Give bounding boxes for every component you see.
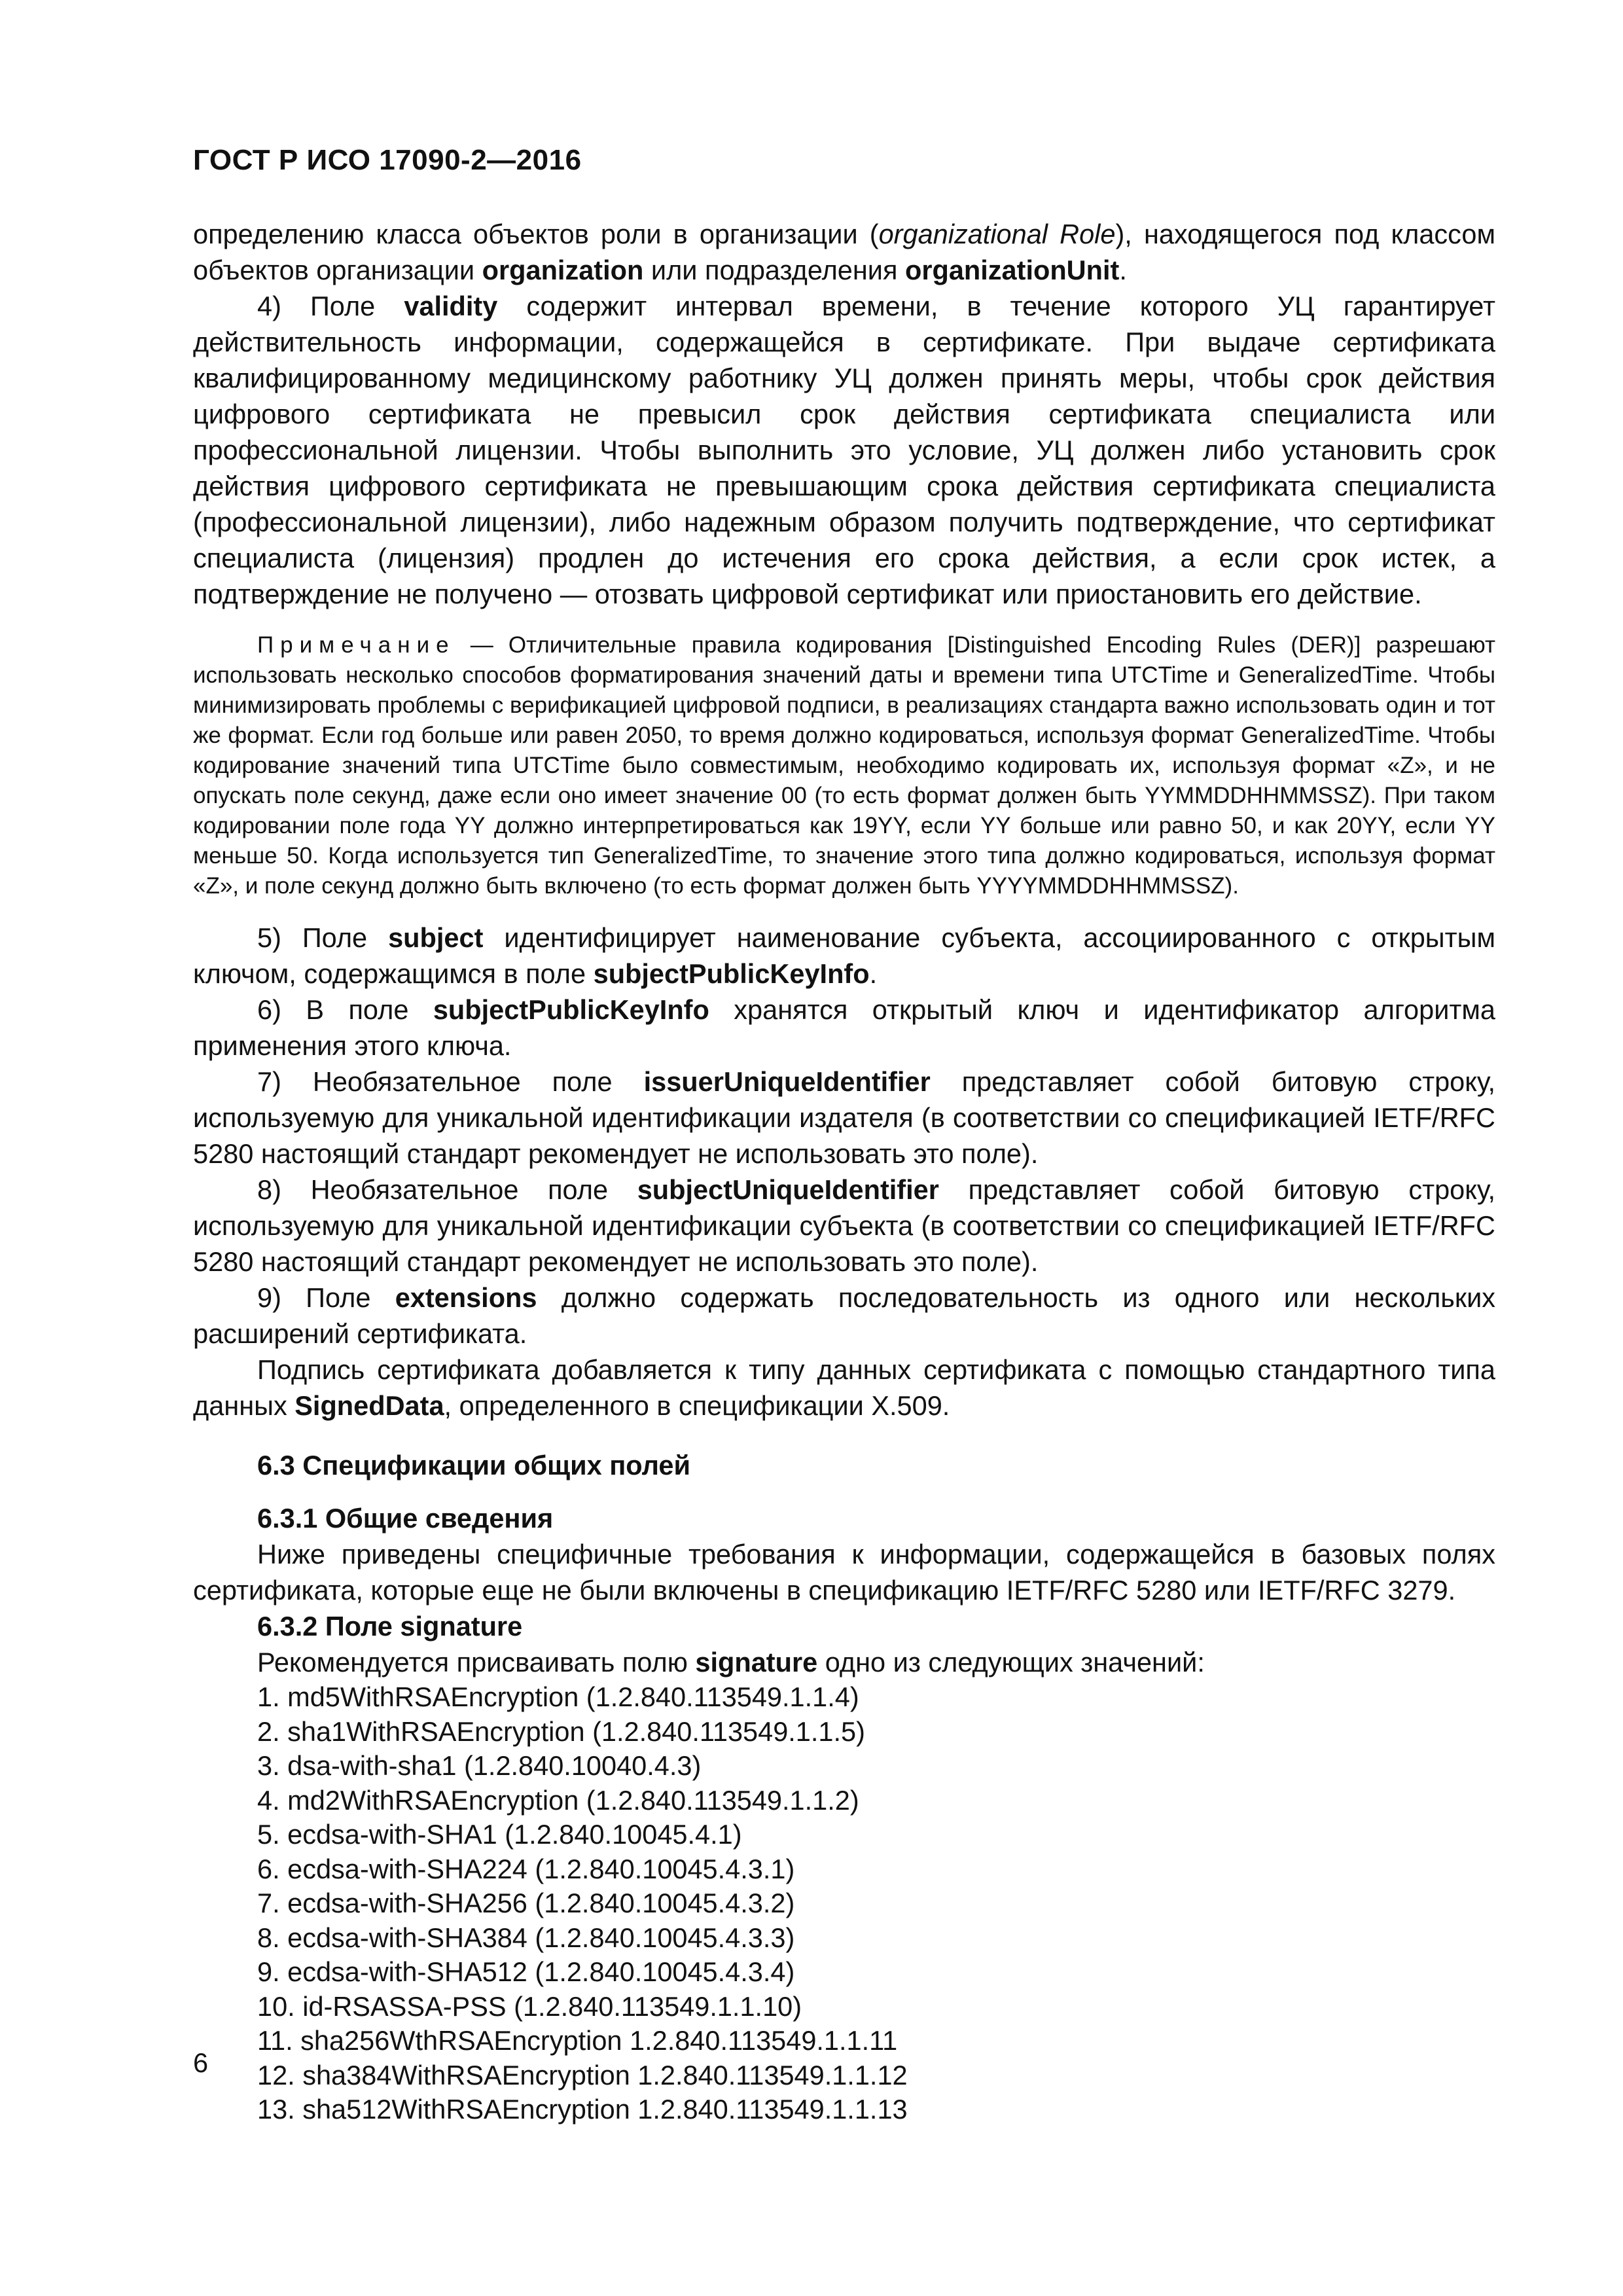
paragraph	[193, 288, 1495, 612]
text-run: 8) Необязательное поле	[257, 1174, 637, 1205]
algorithm-item: 10. id-RSASSA-PSS (1.2.840.113549.1.1.10)	[257, 1990, 802, 2022]
paragraphs-bottom	[193, 920, 1495, 1424]
algorithm-item: 7. ecdsa-with-SHA256 (1.2.840.10045.4.3.2)	[257, 1888, 795, 1918]
text-run: должно содержать последовательность из одного или нескольких расширений сертификата.	[193, 1282, 1495, 1349]
bold-term: issuerUniqueIdentifier	[643, 1066, 931, 1097]
paragraph	[193, 1172, 1495, 1280]
paragraph	[193, 216, 1495, 288]
text-run: Рекомендуется присваивать полю	[257, 1647, 696, 1677]
text-run: идентифицирует наименование субъекта, ассоциированного с открытым ключом, содержащимся в поле	[193, 922, 1495, 989]
text-run: одно из следующих значений:	[817, 1647, 1205, 1677]
document-body	[193, 216, 1495, 2127]
text-run: хранятся открытый ключ и идентификатор алгоритма применения этого ключа.	[193, 994, 1495, 1061]
bold-term: subjectUniqueIdentifier	[637, 1174, 939, 1205]
algorithm-item: 5. ecdsa-with-SHA1 (1.2.840.10045.4.1)	[257, 1819, 742, 1850]
text-run: 4) Поле	[257, 291, 404, 321]
algorithm-list	[193, 1680, 1495, 2127]
paragraph	[193, 920, 1495, 992]
algorithm-item: 2. sha1WithRSAEncryption (1.2.840.113549.1.1.5)	[257, 1715, 865, 1747]
paragraphs-top	[193, 216, 1495, 612]
page-number: 6	[193, 2047, 209, 2078]
text-run: 7) Необязательное поле	[257, 1066, 644, 1097]
section-6-3-1-heading: 6.3.1 Общие сведения	[257, 1503, 554, 1534]
bold-term: validity	[404, 291, 498, 321]
algorithm-item: 11. sha256WthRSAEncryption 1.2.840.113549.1.1.11	[257, 2025, 898, 2056]
note-text: Отличительные правила кодирования [Distinguished Encoding Rules (DER)] разрешают использовать несколько способов форматирования значений даты и времени типа UTCTime и GeneralizedTime. Чтобы минимизировать проблемы с верификацией цифровой подписи, в реализациях стандарта важно использовать один и тот же формат. Если год больше или равен 2050, то время должно кодироваться, используя формат GeneralizedTime. Чтобы кодирование значений типа UTCTime было совместимым, необходимо кодировать их, используя формат «Z», и не опускать поле секунд, даже если оно имеет значение 00 (то есть формат должен быть YYMMDDHHMMSSZ). При таком кодировании поле года YY должно интерпретироваться как 19YY, если YY больше или равно 50, и как 20YY, если YY меньше 50. Когда используется тип GeneralizedTime, то значение этого типа должно кодироваться, используя формат «Z», и поле секунд должно быть включено (то есть формат должен быть YYYYMMDDHHMMSSZ).	[193, 632, 1495, 899]
text-run: 9) Поле	[257, 1282, 395, 1313]
algorithm-item: 8. ecdsa-with-SHA384 (1.2.840.10045.4.3.3)	[257, 1922, 795, 1953]
note	[193, 630, 1495, 901]
text-run: представляет собой битовую строку, используемую для уникальной идентификации субъекта (в соответствии со спецификацией IETF/RFC 5280 настоящий стандарт рекомендует не использовать это поле).	[193, 1174, 1496, 1277]
section-6-3-1-text: Ниже приведены специфичные требования к информации, содержащейся в базовых полях сертификата, которые еще не были включены в спецификацию IETF/RFC 5280 или IETF/RFC 3279.	[193, 1539, 1495, 1605]
algorithm-item: 1. md5WithRSAEncryption (1.2.840.113549.1.1.4)	[257, 1681, 859, 1712]
note-dash: —	[455, 632, 508, 658]
section-6-3-2-text	[193, 1644, 1495, 1680]
algorithm-item: 9. ecdsa-with-SHA512 (1.2.840.10045.4.3.4)	[257, 1956, 795, 1987]
algorithm-item: 3. dsa-with-sha1 (1.2.840.10040.4.3)	[257, 1750, 702, 1781]
paragraph	[193, 1064, 1495, 1172]
text-run: представляет собой битовую строку, используемую для уникальной идентификации издателя (в соответствии со спецификацией IETF/RFC 5280 настоящий стандарт рекомендует не использовать это поле).	[193, 1066, 1495, 1169]
bold-term: organization	[482, 255, 644, 285]
text-run: 5) Поле	[257, 922, 389, 953]
paragraph	[193, 992, 1495, 1064]
algorithm-item: 6. ecdsa-with-SHA224 (1.2.840.10045.4.3.1)	[257, 1853, 795, 1884]
text-run: содержит интервал времени, в течение которого УЦ гарантирует действительность информации, содержащейся в сертификате. При выдаче сертификата квалифицированному медицинскому работнику УЦ должен принять меры, чтобы срок действия цифрового сертификата не превысил срок действия сертификата специалиста или профессиональной лицензии. Чтобы выполнить это условие, УЦ должен либо установить срок действия цифрового сертификата не превышающим срока действия сертификата специалиста (профессиональной лицензии), либо надежным образом получить подтверждение, что сертификат специалиста (лицензия) продлен до истечения его срока действия, а если срок истек, а подтверждение не получено — отозвать цифровой сертификат или приостановить его действие.	[193, 291, 1495, 609]
paragraph	[193, 1352, 1495, 1424]
text-run: ), находящегося под классом объектов организации	[193, 219, 1495, 285]
page-header: ГОСТ Р ИСО 17090-2—2016	[193, 144, 582, 176]
text-run: Подпись сертификата добавляется к типу данных сертификата с помощью стандартного типа данных	[193, 1354, 1495, 1421]
note-label: Примечание	[257, 632, 455, 658]
bold-term: SignedData	[294, 1390, 444, 1421]
bold-term: extensions	[395, 1282, 537, 1313]
paragraph	[193, 1280, 1495, 1352]
text-run: .	[1119, 255, 1127, 285]
bold-term: subjectPublicKeyInfo	[593, 958, 870, 989]
algorithm-item: 4. md2WithRSAEncryption (1.2.840.113549.1.1.2)	[257, 1784, 859, 1816]
algorithm-item: 13. sha512WithRSAEncryption 1.2.840.113549.1.1.13	[257, 2094, 908, 2125]
bold-term: subjectPublicKeyInfo	[433, 994, 709, 1025]
text-run: , определенного в спецификации X.509.	[444, 1390, 950, 1421]
text-run: определению класса объектов роли в организации (	[193, 219, 879, 249]
algorithm-item: 12. sha384WithRSAEncryption 1.2.840.113549.1.1.12	[257, 2059, 908, 2090]
bold-term: signature	[695, 1647, 818, 1677]
bold-term: organizationUnit	[904, 255, 1120, 285]
section-6-3-heading: 6.3 Спецификации общих полей	[257, 1450, 691, 1480]
text-run: 6) В поле	[257, 994, 433, 1025]
text-run: или подразделения	[643, 255, 905, 285]
section-6-3-2-heading: 6.3.2 Поле signature	[257, 1611, 523, 1641]
bold-term: subject	[388, 922, 484, 953]
italic-term: organizational Role	[878, 219, 1116, 249]
text-run: .	[869, 958, 878, 989]
